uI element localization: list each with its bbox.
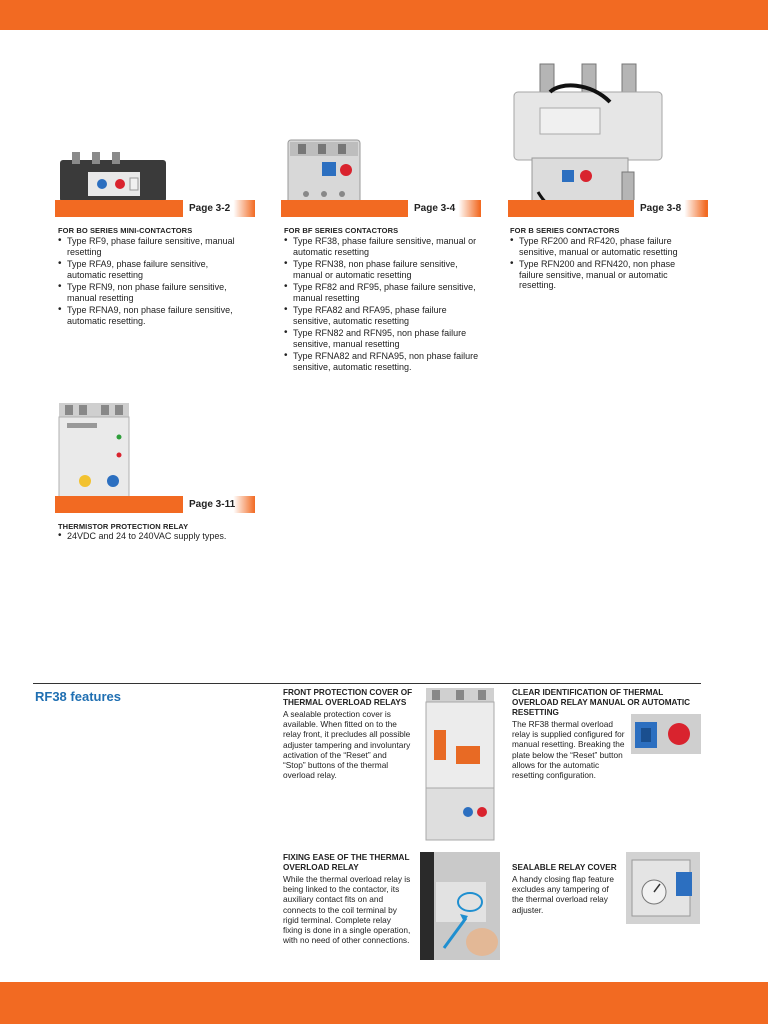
list-item: • Type RFN200 and RFN420, non phase failure sensitive, manual or automatic resetting. <box>510 259 690 291</box>
category-4: THERMISTOR PROTECTION RELAY <box>58 522 189 531</box>
page-bar-3 <box>508 200 708 217</box>
protection-cover-image <box>420 686 500 842</box>
rf200-relay-image <box>510 62 666 212</box>
page-ref-3[interactable]: Page 3-8 <box>634 200 706 217</box>
list-item: • Type RFNA9, non phase failure sensitive, automatic resetting. <box>58 305 243 326</box>
bottom-orange-band <box>0 982 768 1024</box>
list-item: • Type RFA82 and RFA95, phase failure sensitive, automatic resetting <box>284 305 479 326</box>
list-item: • 24VDC and 24 to 240VAC supply types. <box>58 531 258 542</box>
list-item: • Type RFN82 and RFN95, non phase failure sensitive, manual resetting <box>284 328 479 349</box>
page-ref-2[interactable]: Page 3-4 <box>408 200 480 217</box>
section-divider <box>33 683 701 684</box>
category-3: FOR B SERIES CONTACTORS <box>510 226 620 235</box>
list-item: • Type RF38, phase failure sensitive, manual or automatic resetting <box>284 236 479 257</box>
rf9-relay-image <box>58 150 168 202</box>
items-list-4 <box>58 531 258 544</box>
features-title: RF38 features <box>35 689 121 704</box>
relay-fixing-image <box>420 852 500 960</box>
thermistor-relay-image <box>57 403 131 499</box>
sealable-cover-image <box>626 852 700 924</box>
feature-heading-2: CLEAR IDENTIFICATION OF THERMAL OVERLOAD RELAY MANUAL OR AUTOMATIC RESETTING <box>512 688 691 717</box>
list-item: • Type RF82 and RF95, phase failure sensitive, manual resetting <box>284 282 479 303</box>
feature-text-2: The RF38 thermal overload relay is supplied configured for manual resetting. Breaking the plate below the “Reset” button allows for the automatic resetting configuration. <box>512 719 625 781</box>
feature-text-4: A handy closing flap feature excludes any tampering of the thermal overload relay adjuster. <box>512 874 614 915</box>
reset-button-image <box>631 714 701 754</box>
category-2: FOR BF SERIES CONTACTORS <box>284 226 399 235</box>
feature-heading-3: FIXING EASE OF THE THERMAL OVERLOAD RELAY <box>283 853 410 872</box>
list-item: • Type RFNA82 and RFNA95, non phase failure sensitive, automatic resetting. <box>284 351 479 372</box>
page-ref-1[interactable]: Page 3-2 <box>183 200 255 217</box>
items-list-3 <box>510 236 690 293</box>
category-1: FOR BO SERIES MINI-CONTACTORS <box>58 226 193 235</box>
feature-text-3: While the thermal overload relay is being linked to the contactor, its auxiliary contact fits on and connects to the coil terminal by rigid terminal. Complete relay fixing is done in a single operation, with no need of other connections. <box>283 874 411 946</box>
items-list-1 <box>58 236 243 328</box>
top-orange-band <box>0 0 768 30</box>
list-item: • Type RFN9, non phase failure sensitive, manual resetting <box>58 282 243 303</box>
page-bar-2 <box>281 200 481 217</box>
feature-text-1: A sealable protection cover is available. When fitted on to the relay front, it precludes all possible adjuster tampering and involuntary activation of the “Reset” and “Stop” buttons of the thermal overload relay. <box>283 709 411 781</box>
list-item: • Type RF9, phase failure sensitive, manual resetting <box>58 236 243 257</box>
page-ref-4[interactable]: Page 3-11 <box>183 496 255 513</box>
feature-heading-4: SEALABLE RELAY COVER <box>512 863 617 872</box>
list-item: • Type RF200 and RF420, phase failure sensitive, manual or automatic resetting <box>510 236 690 257</box>
list-item: • Type RFA9, phase failure sensitive, automatic resetting <box>58 259 243 280</box>
feature-heading-1: FRONT PROTECTION COVER OF THERMAL OVERLOAD RELAYS <box>283 688 413 707</box>
list-item: • Type RFN38, non phase failure sensitive, manual or automatic resetting <box>284 259 479 280</box>
page-bar-1 <box>55 200 255 217</box>
rf38-relay-image <box>284 136 364 206</box>
page-bar-4 <box>55 496 255 513</box>
items-list-2 <box>284 236 479 374</box>
